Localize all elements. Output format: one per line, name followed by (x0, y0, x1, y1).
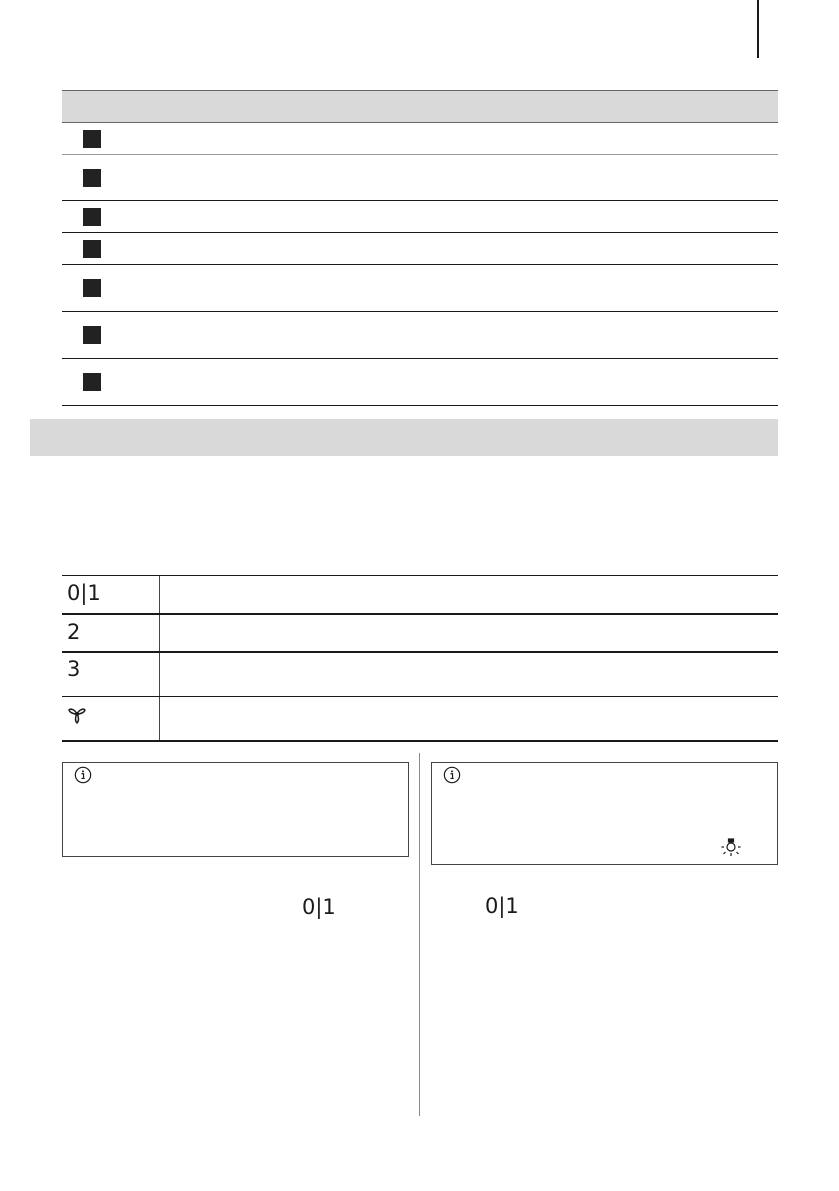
table-row (62, 575, 778, 613)
info-icon (443, 766, 461, 784)
speed-3-symbol: 3 (67, 657, 81, 681)
table-row (62, 265, 778, 312)
square-marker (83, 208, 101, 226)
table-row (62, 123, 778, 155)
table-row (62, 155, 778, 201)
column-divider (159, 653, 160, 696)
square-marker (83, 240, 101, 258)
table-row (62, 312, 778, 359)
on-off-symbol: 0|1 (302, 895, 336, 919)
components-table (62, 90, 778, 406)
page-edge-mark (757, 0, 759, 58)
table-row (62, 613, 778, 651)
square-marker (83, 279, 101, 297)
table-row (62, 233, 778, 265)
column-divider (159, 576, 160, 613)
table-row (62, 359, 778, 406)
light-bulb-icon (720, 836, 742, 858)
left-info-note (62, 762, 409, 857)
square-marker (83, 130, 101, 148)
column-divider (159, 697, 160, 740)
on-off-symbol: 0|1 (67, 581, 101, 605)
table-row (62, 651, 778, 696)
table-row (62, 201, 778, 233)
info-icon (74, 766, 92, 784)
square-marker (83, 326, 101, 344)
right-info-note (431, 762, 778, 865)
square-marker (83, 169, 101, 187)
square-marker (83, 373, 101, 391)
components-table-header (62, 90, 778, 123)
section-heading-band (30, 419, 778, 456)
on-off-symbol: 0|1 (485, 894, 519, 918)
column-divider (159, 615, 160, 651)
fan-icon (67, 704, 87, 724)
table-row (62, 696, 778, 742)
column-separator (419, 753, 420, 1116)
speed-2-symbol: 2 (67, 620, 81, 644)
controls-table (62, 575, 778, 742)
